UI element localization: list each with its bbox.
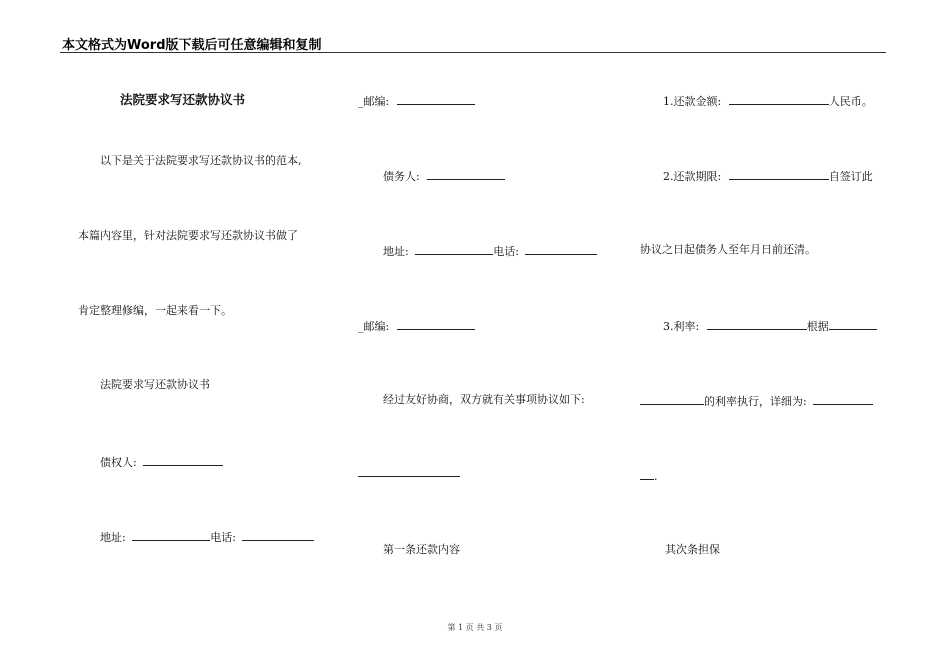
intro-line-2: 本篇内容里，针对法院要求写还款协议书做了 bbox=[78, 229, 298, 242]
phone-blank bbox=[525, 243, 597, 255]
rate-source-blank bbox=[640, 393, 704, 405]
intro-line-1: 以下是关于法院要求写还款协议书的范本, bbox=[100, 154, 302, 167]
rate-label: 3.利率: bbox=[663, 320, 700, 333]
address-blank bbox=[132, 529, 210, 541]
interest-rate-line bbox=[663, 318, 877, 334]
rate-execution-line bbox=[640, 393, 873, 409]
amount-label: 1.还款金额: bbox=[663, 95, 722, 108]
debtor-blank bbox=[427, 168, 505, 180]
debtor-label: 债务人: bbox=[383, 170, 420, 183]
period-tail: 自签订此 bbox=[828, 170, 873, 183]
rate-end-period: . bbox=[654, 470, 658, 483]
debtor-line bbox=[383, 168, 505, 184]
rate-end-line bbox=[640, 468, 658, 484]
rate-basis: 根据 bbox=[806, 320, 829, 333]
page-number: 第 1 页 共 3 页 bbox=[447, 623, 503, 632]
agreement-subtitle: 法院要求写还款协议书 bbox=[100, 378, 210, 391]
phone-label: 电话: bbox=[493, 245, 519, 258]
amount-unit: 人民币。 bbox=[828, 95, 873, 108]
repayment-period-line bbox=[663, 168, 873, 184]
header-divider bbox=[60, 52, 886, 53]
creditor-address-line bbox=[100, 529, 314, 545]
rate-execution-text: 的利率执行，详细为: bbox=[704, 395, 807, 408]
agreement-intro: 经过友好协商，双方就有关事项协议如下: bbox=[383, 393, 585, 406]
phone-blank bbox=[242, 529, 314, 541]
debtor-address-line bbox=[383, 243, 597, 259]
blank-line bbox=[358, 465, 460, 481]
document-header-title: 本文格式为Word版下载后可任意编辑和复制 bbox=[62, 38, 322, 53]
postcode-blank bbox=[397, 318, 475, 330]
postcode-label: _邮编: bbox=[358, 320, 390, 333]
creditor-label: 债权人: bbox=[100, 456, 137, 469]
postcode-label: _邮编: bbox=[358, 95, 390, 108]
address-label: 地址: bbox=[100, 531, 126, 544]
rate-blank bbox=[707, 318, 807, 330]
document-title: 法院要求写还款协议书 bbox=[120, 92, 246, 107]
article-2-heading: 其次条担保 bbox=[665, 543, 720, 556]
repayment-amount-line bbox=[663, 93, 873, 109]
postcode-line-1 bbox=[358, 93, 475, 109]
postcode-line-2 bbox=[358, 318, 475, 334]
article-1-heading: 第一条还款内容 bbox=[383, 543, 460, 556]
rate-detail-blank bbox=[813, 393, 873, 405]
amount-blank bbox=[729, 93, 829, 105]
postcode-blank bbox=[397, 93, 475, 105]
period-label: 2.还款期限: bbox=[663, 170, 722, 183]
creditor-blank bbox=[143, 454, 223, 466]
creditor-line bbox=[100, 454, 223, 470]
rate-basis-blank bbox=[829, 318, 877, 330]
period-continuation: 协议之日起债务人至年月日前还清。 bbox=[640, 243, 816, 256]
address-label: 地址: bbox=[383, 245, 409, 258]
intro-line-3: 肯定整理修编，一起来看一下。 bbox=[78, 304, 232, 317]
rate-end-blank bbox=[640, 468, 654, 480]
period-blank bbox=[729, 168, 829, 180]
phone-label: 电话: bbox=[210, 531, 236, 544]
blank-underline bbox=[358, 465, 460, 477]
address-blank bbox=[415, 243, 493, 255]
